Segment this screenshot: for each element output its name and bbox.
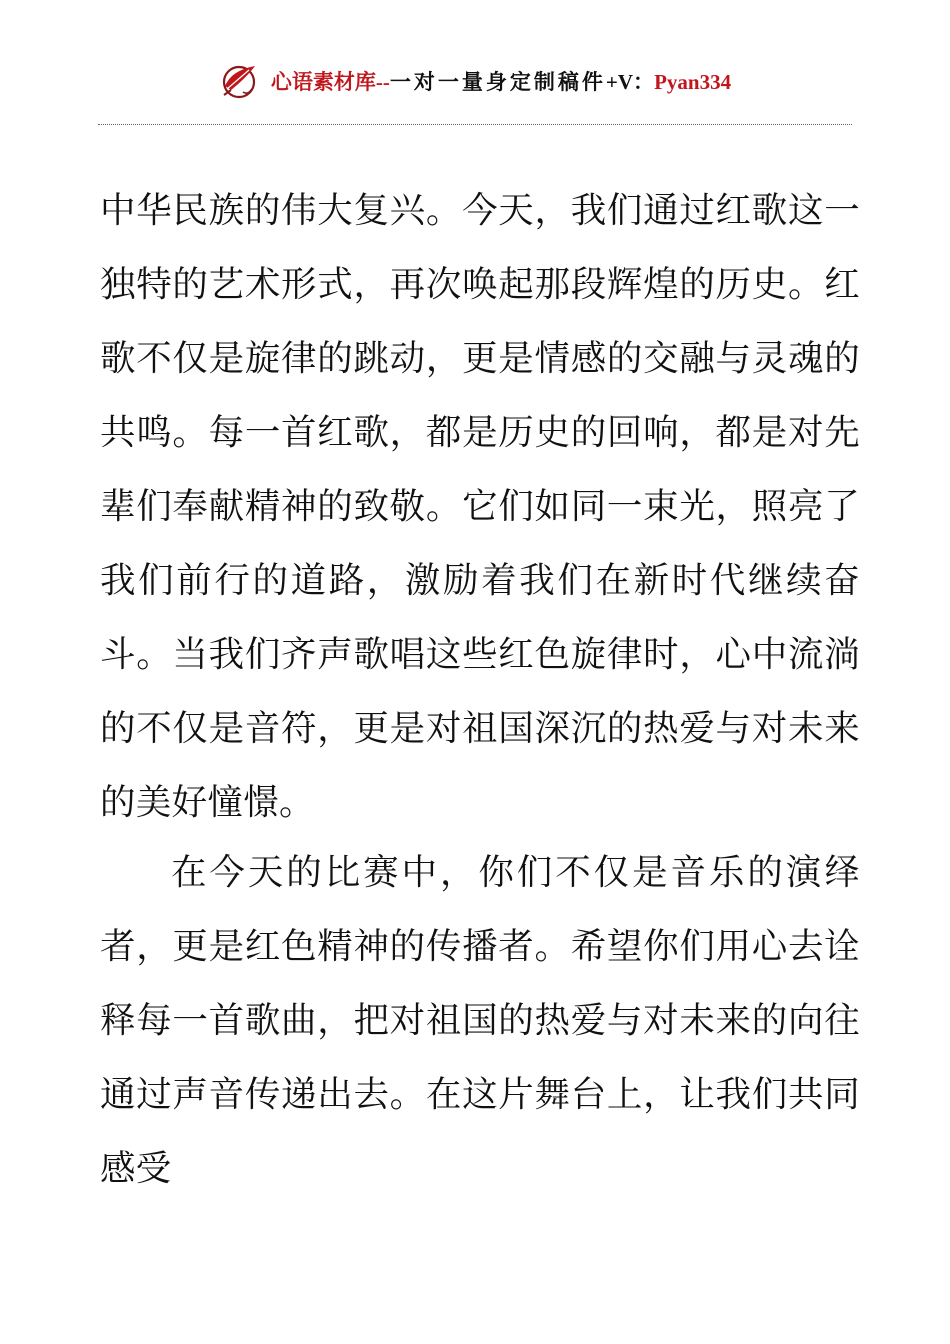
paragraph: 在今天的比赛中，你们不仅是音乐的演绎者，更是红色精神的传播者。希望你们用心去诠释每一首歌曲，把对祖国的热爱与对未来的向往通过声音传递出去。在这片舞台上，让我们共同感受 xyxy=(100,852,860,1189)
quill-pen-logo-icon xyxy=(219,62,259,102)
header-text xyxy=(270,69,732,94)
header-dash: -- xyxy=(375,69,390,94)
brand-name: 心语素材库 xyxy=(270,69,376,94)
contact-label: +V： xyxy=(605,69,655,94)
document-body xyxy=(100,174,860,1206)
header-divider xyxy=(98,124,852,125)
contact-id: Pyan334 xyxy=(654,69,732,94)
header-slogan: 一对一量身定制稿件 xyxy=(389,69,606,94)
page-header xyxy=(0,58,950,106)
paragraph-continuation: 中华民族的伟大复兴。今天，我们通过红歌这一独特的艺术形式，再次唤起那段辉煌的历史。红歌不仅是旋律的跳动，更是情感的交融与灵魂的共鸣。每一首红歌，都是历史的回响，都是对先辈们奉献精神的致敬。它们如同一束光，照亮了我们前行的道路，激励着我们在新时代继续奋斗。当我们齐声歌唱这些红色旋律时，心中流淌的不仅是音符，更是对祖国深沉的热爱与对未来的美好憧憬。 xyxy=(100,190,860,823)
